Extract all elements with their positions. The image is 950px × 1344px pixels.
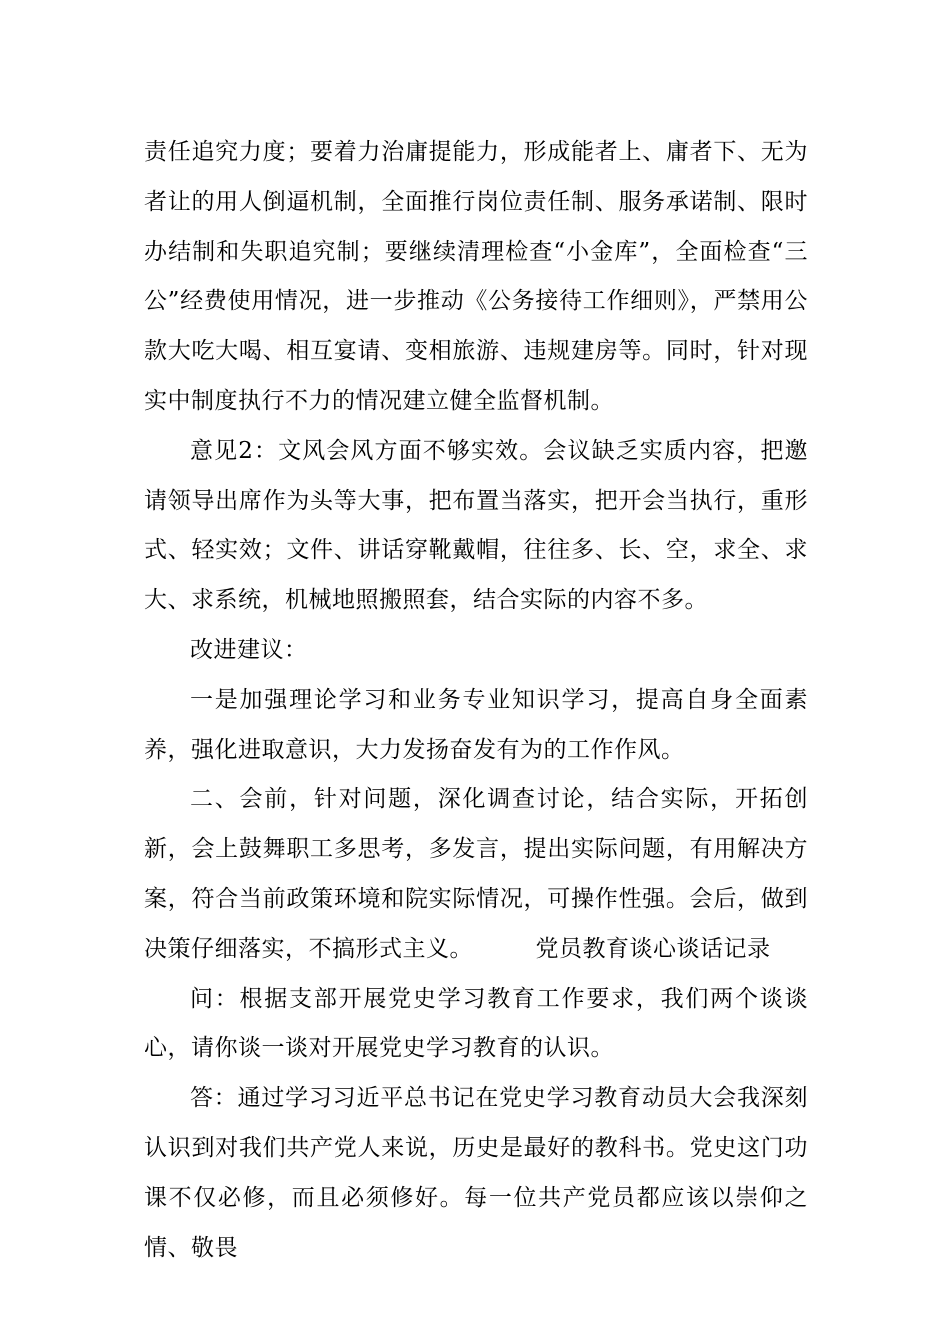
paragraph-improvement-heading: 改进建议： — [190, 636, 308, 663]
document-body — [144, 128, 808, 1273]
paragraph-answer: 答：通过学习习近平总书记在党史学习教育动员大会我深刻认识到对我们共产党人来说，历史是最好的教科书。党史这门功课不仅必修，而且必须修好。每一位共产党员都应该以崇仰之情、敬畏 — [144, 1085, 808, 1261]
paragraph-question: 问：根据支部开展党史学习教育工作要求，我们两个谈谈心，请你谈一谈对开展党史学习教育的认识。 — [144, 985, 808, 1062]
paragraph-opinion-2: 意见2：文风会风方面不够实效。会议缺乏实质内容，把邀请领导出席作为头等大事，把布置当落实，把开会当执行，重形式、轻实效；文件、讲话穿靴戴帽，往往多、长、空，求全、求大、求系统，机械地照搬照套，结合实际的内容不多。 — [144, 437, 808, 614]
paragraph-suggestion-2: 二、会前，针对问题，深化调查讨论，结合实际，开拓创新，会上鼓舞职工多思考，多发言，提出实际问题，有用解决方案，符合当前政策环境和院实际情况，可操作性强。会后，做到决策仔细落实，不搞形式主义。 党员教育谈心谈话记录 — [144, 786, 808, 962]
paragraph-suggestion-1: 一是加强理论学习和业务专业知识学习，提高自身全面素养，强化进取意识，大力发扬奋发有为的工作作风。 — [144, 686, 808, 763]
paragraph-accountability: 责任追究力度；要着力治庸提能力，形成能者上、庸者下、无为者让的用人倒逼机制，全面推行岗位责任制、服务承诺制、限时办结制和失职追究制；要继续清理检查“小金库”，全面检查“三公”经费使用情况，进一步推动《公务接待工作细则》，严禁用公款大吃大喝、相互宴请、变相旅游、违规建房等。同时，针对现实中制度执行不力的情况建立健全监督机制。 — [144, 139, 808, 414]
